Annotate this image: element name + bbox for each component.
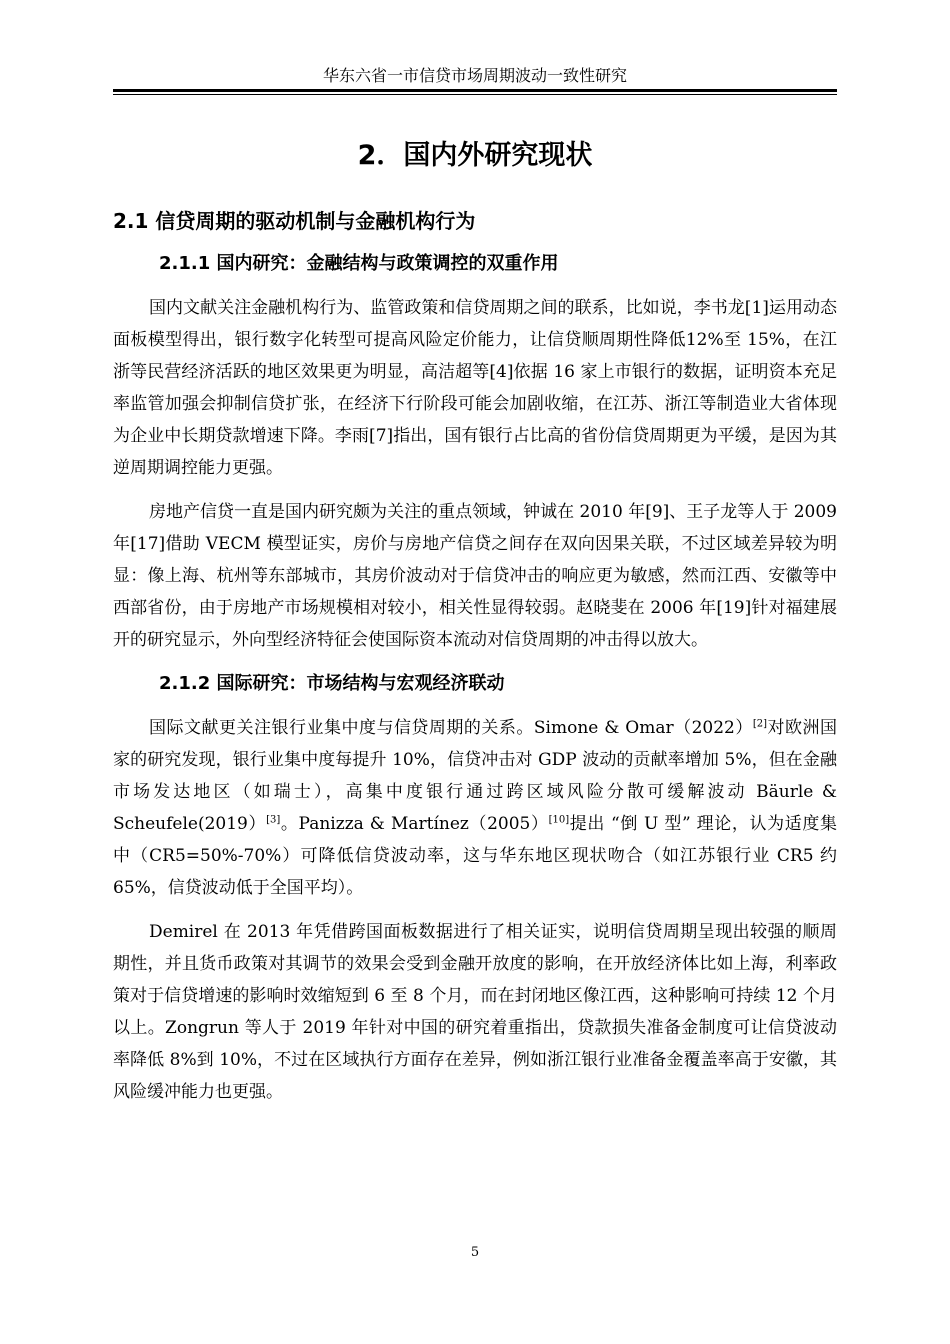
- paragraph-text-segment: 国际文献更关注银行业集中度与信贷周期的关系。Simone & Omar（2022）: [149, 718, 753, 738]
- citation-ref-10: [10]: [548, 814, 570, 826]
- citation-ref-2: [2]: [752, 718, 768, 730]
- paragraph-text-segment: 提出 “倒 U 型” 理论，认为适度集中（CR5=50%-70%）可降低信贷波动率，这与华东地区现状吻合（如江苏银行业 CR5 约 65%，信贷波动低于全国平均）。: [113, 814, 838, 898]
- header-rule-thick: [113, 89, 837, 92]
- subsection-title-2-1-2: 2.1.2 国际研究：市场结构与宏观经济联动: [159, 673, 505, 694]
- chapter-title: 2．国内外研究现状: [357, 140, 593, 171]
- paragraph-international-2: Demirel 在 2013 年凭借跨国面板数据进行了相关证实，说明信贷周期呈现出较强的顺周期性，并且货币政策对其调节的效果会受到金融开放度的影响，在开放经济体比如上海，利率政策对于信贷增速的影响时效缩短到 6 至 8 个月，而在封闭地区像江西，这种影响可持续 12 个月以上。Zongrun 等人于 2019 年针对中国的研究着重指出，贷款损失准备金制度可让信贷波动率降低 8%到 10%，不过在区域执行方面存在差异，例如浙江银行业准备金覆盖率高于安徽，其风险缓冲能力也更强。: [113, 922, 837, 1102]
- page-content: [113, 128, 837, 1108]
- running-header: 华东六省一市信贷市场周期波动一致性研究: [322, 66, 627, 85]
- citation-ref-3: [3]: [266, 814, 281, 826]
- paragraph-text-segment: 。Panizza & Martínez（2005）: [280, 814, 549, 834]
- paragraph-domestic-1: 国内文献关注金融机构行为、监管政策和信贷周期之间的联系，比如说，李书龙[1]运用动态面板模型得出，银行数字化转型可提高风险定价能力，让信贷顺周期性降低12%至 15%，在江浙等民营经济活跃的地区效果更为明显，高洁超等[4]依据 16 家上市银行的数据，证明资本充足率监管加强会抑制信贷扩张，在经济下行阶段可能会加剧收缩，在江苏、浙江等制造业大省体现为企业中长期贷款增速下降。李雨[7]指出，国有银行占比高的省份信贷周期更为平缓，是因为其逆周期调控能力更强。: [113, 298, 837, 478]
- paragraph-text-segment: 对欧洲国家的研究发现，银行业集中度每提升 10%，信贷冲击对 GDP 波动的贡献率增加 5%，但在金融市场发达地区（如瑞士），高集中度银行通过跨区域风险分散可缓解波动 Bäurle & Scheufele(2019）: [113, 718, 838, 834]
- paragraph-domestic-2: 房地产信贷一直是国内研究颇为关注的重点领域，钟诚在 2010 年[9]、王子龙等人于 2009 年[17]借助 VECM 模型证实，房价与房地产信贷之间存在双向因果关联，不过区域差异较为明显：像上海、杭州等东部城市，其房价波动对于信贷冲击的响应更为敏感，然而江西、安徽等中西部省份，由于房地产市场规模相对较小，相关性显得较弱。赵晓斐在 2006 年[19]针对福建展开的研究显示，外向型经济特征会使国际资本流动对信贷周期的冲击得以放大。: [113, 502, 837, 650]
- page-number: 5: [470, 1245, 480, 1260]
- subsection-title-2-1-1: 2.1.1 国内研究：金融结构与政策调控的双重作用: [159, 253, 559, 274]
- header-rule-thin: [113, 94, 837, 95]
- section-title-2-1: 2.1 信贷周期的驱动机制与金融机构行为: [113, 209, 476, 233]
- paragraph-international-1: [113, 712, 837, 904]
